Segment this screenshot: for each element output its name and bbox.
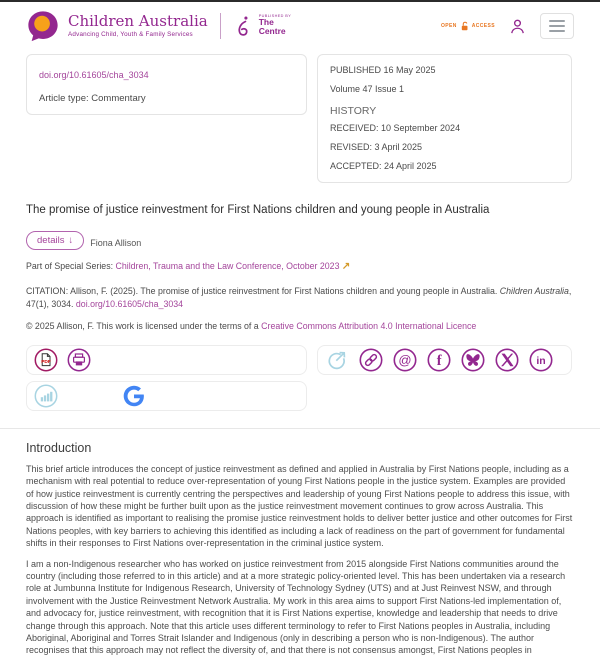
hamburger-line — [549, 25, 565, 27]
section-divider — [0, 428, 600, 429]
chevron-down-icon: ↓ — [68, 234, 74, 246]
special-series-line — [26, 261, 574, 272]
publisher-name-line1: The — [258, 16, 274, 27]
at-glyph: @ — [398, 352, 412, 368]
revised-date: REVISED: 3 April 2025 — [330, 142, 423, 152]
share-toolbar — [317, 345, 572, 375]
publisher-wordmark — [259, 14, 291, 39]
header-actions — [441, 13, 574, 39]
publisher-logo[interactable] — [233, 14, 291, 39]
doi-box — [26, 54, 307, 115]
citation-doi-link[interactable]: doi.org/10.61605/cha_3034 — [75, 299, 184, 310]
user-account-icon[interactable] — [508, 17, 527, 36]
metrics-row — [26, 381, 574, 411]
creative-commons-link[interactable]: Creative Commons Attribution 4.0 International Licence — [261, 320, 477, 331]
centre-glyph-icon — [233, 15, 256, 38]
intro-paragraph-2: I am a non-Indigenous researcher who has worked on justice reinvestment from 2015 alongside First Nations communities around the country (including those referred to in this article) and at a more strategic policy-oriented level. This has been undertaken via a research role at Jumbunna Institute for Indigenous Research, University of Technology Sydney (UTS) and at Just Reinvest NSW, and through involvement with the Justice Reinvestment Network Australia. My work in this area aims to support First Nations-led implementation of, and advocacy for, justice reinvestment, with recognition that it is First Nations expertise, knowledge and leadership that needs to drive change through this approach. Note that this article uses different terminology to refer to First Nations peoples in Australia, including Aboriginal, Aboriginal and Torres Strait Islander and Indigenous (only in describing a person who is non-Indigenous). The author recognises that this approach may not reflect the diversity of, and that there is not consensus amongst, First Nations peoples in — [26, 558, 566, 656]
publication-history-box — [317, 54, 572, 183]
journal-name: Children Australia — [68, 12, 208, 31]
speech-bubble-logo-icon — [26, 9, 60, 43]
published-date: PUBLISHED 16 May 2025 — [330, 65, 436, 75]
copy-link-icon[interactable] — [359, 348, 383, 372]
doi-link[interactable]: doi.org/10.61605/cha_3034 — [39, 70, 149, 80]
license-line — [26, 321, 574, 331]
meta-boxes-row — [26, 54, 574, 183]
external-link-arrow-icon: ↗ — [341, 260, 351, 272]
history-heading: HISTORY — [330, 105, 377, 117]
article-page — [0, 48, 600, 657]
x-icon[interactable] — [495, 348, 519, 372]
share-icon[interactable] — [325, 348, 349, 372]
citation-text: CITATION: Allison, F. (2025). The promise of justice reinvestment for First Nations children and young people in Australia. — [26, 285, 498, 296]
author-name: Fiona Allison — [90, 237, 142, 248]
journal-wordmark — [68, 14, 208, 38]
special-series-link[interactable]: Children, Trauma and the Law Conference, October 2023 — [115, 260, 340, 271]
introduction-heading: Introduction — [26, 440, 92, 455]
linkedin-glyph: in — [536, 354, 546, 367]
download-print-toolbar — [26, 345, 307, 375]
facebook-glyph: f — [436, 352, 442, 369]
google-scholar-icon[interactable] — [121, 383, 147, 409]
site-header — [0, 2, 600, 48]
citation-line — [26, 285, 574, 312]
print-icon[interactable] — [67, 348, 91, 372]
hamburger-line — [549, 20, 565, 22]
email-icon[interactable] — [393, 348, 417, 372]
publisher-prefix: PUBLISHED BY — [258, 13, 292, 18]
pdf-label: PDF — [41, 359, 51, 365]
article-type-label: Article type: Commentary — [39, 93, 146, 104]
linkedin-icon[interactable] — [529, 348, 553, 372]
open-access-word2: ACCESS — [471, 23, 495, 29]
open-access-badge — [441, 20, 495, 33]
citation-journal-name: Children Australia — [499, 285, 569, 296]
metrics-icon[interactable] — [34, 384, 58, 408]
open-padlock-icon — [458, 20, 471, 33]
hamburger-menu-button[interactable] — [540, 13, 574, 39]
details-label: details — [37, 234, 65, 246]
received-date: RECEIVED: 10 September 2024 — [330, 123, 461, 133]
license-text: © 2025 Allison, F. This work is licensed under the terms of a — [26, 320, 259, 331]
article-title: The promise of justice reinvestment for First Nations children and young people in Australia — [26, 204, 490, 216]
bluesky-icon[interactable] — [461, 348, 485, 372]
intro-paragraph-1: This brief article introduces the concept of justice reinvestment as defined and applied in Australia by First Nations people, including as a mechanism with real potential to reduce over-representation of young First Nations people in the justice system. Examples are provided of how justice reinvestment is currently centring the perspectives and leadership of young First Nations people to address this issue, with discussion of how these might be further built upon as the justice reinvestment movement continues to grow across Australia. This approach is identified as important to realising the promise justice reinvestment holds to deliver better justice and other outcomes for First Nations peoples, with key barriers to achieving this identified as including a lack of readiness on the part of government for fundamental shifts in their responses to First Nations over-representation in the criminal justice system. — [26, 463, 573, 549]
metrics-toolbar — [26, 381, 307, 411]
pdf-download-icon[interactable] — [34, 348, 58, 372]
publisher-name-line2: Centre — [258, 26, 286, 37]
journal-tagline: Advancing Child, Youth & Family Services — [68, 30, 193, 38]
byline-row — [26, 231, 574, 250]
volume-issue: Volume 47 Issue 1 — [330, 84, 405, 94]
details-toggle-button[interactable] — [26, 231, 84, 250]
journal-logo[interactable] — [26, 9, 208, 43]
toolbar-row — [26, 345, 574, 375]
special-series-prefix: Part of Special Series: — [26, 260, 114, 271]
hamburger-line — [549, 30, 565, 32]
accepted-date: ACCEPTED: 24 April 2025 — [330, 161, 437, 171]
open-access-word1: OPEN — [440, 23, 457, 29]
facebook-icon[interactable] — [427, 348, 451, 372]
header-divider — [220, 13, 221, 39]
citation-suffix: , 47(1), 3034. — [26, 285, 572, 310]
